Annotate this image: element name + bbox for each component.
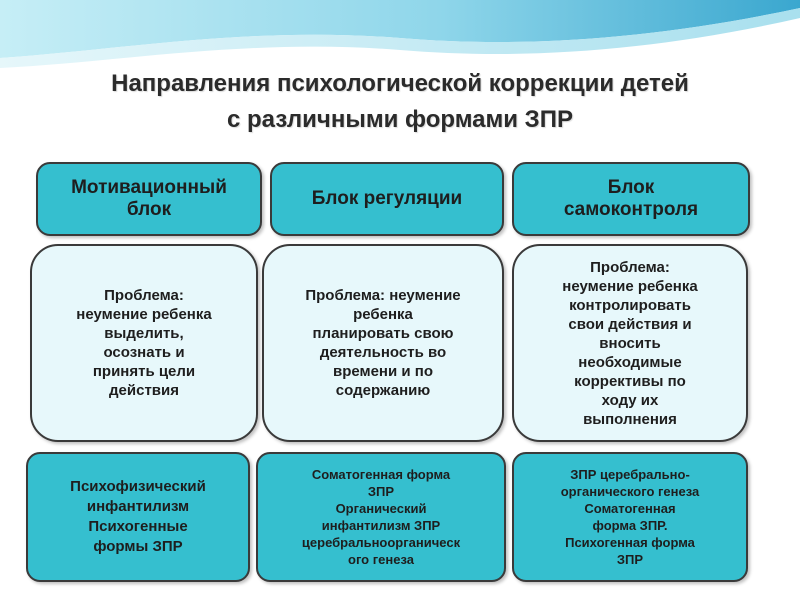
self-control-block-forms-text: ЗПР церебрально- органического генеза Соматогенная форма ЗПР. Психогенная форма ЗПР xyxy=(560,467,700,567)
motivation-block-header-label: Мотивационный блок xyxy=(71,177,227,220)
regulation-block-header xyxy=(270,162,504,236)
page-title-line-2: с различными формами ЗПР xyxy=(227,106,573,133)
motivation-block-forms-text: Психофизический инфантилизм Психогенные формы ЗПР xyxy=(70,478,206,555)
motivation-block-problem xyxy=(30,244,258,442)
self-control-block-problem xyxy=(512,244,748,442)
motivation-block-header xyxy=(36,162,262,236)
self-control-block-header xyxy=(512,162,750,236)
self-control-block-problem-text: Проблема: неумение ребенка контролировать свои действия и вносить необходимые коррективы по ходу их выполнения xyxy=(562,258,698,428)
motivation-block-problem-text: Проблема: неумение ребенка выделить, осознать и принять цели действия xyxy=(76,287,212,399)
self-control-block-header-label: Блок самоконтроля xyxy=(563,177,699,220)
regulation-block-forms xyxy=(256,452,506,582)
regulation-block-header-label: Блок регуляции xyxy=(311,188,463,209)
regulation-block-problem-text: Проблема: неумение ребенка планировать свою деятельность во времени и по содержанию xyxy=(305,287,461,399)
motivation-block-forms xyxy=(26,452,250,582)
page-title xyxy=(40,66,760,138)
page-title-line-1: Направления психологической коррекции детей xyxy=(111,70,689,97)
decorative-wave-banner xyxy=(0,0,800,70)
self-control-block-forms xyxy=(512,452,748,582)
regulation-block-problem xyxy=(262,244,504,442)
regulation-block-forms-text: Соматогенная форма ЗПР Органический инфантилизм ЗПР церебральноорганическ ого генеза xyxy=(301,467,461,567)
